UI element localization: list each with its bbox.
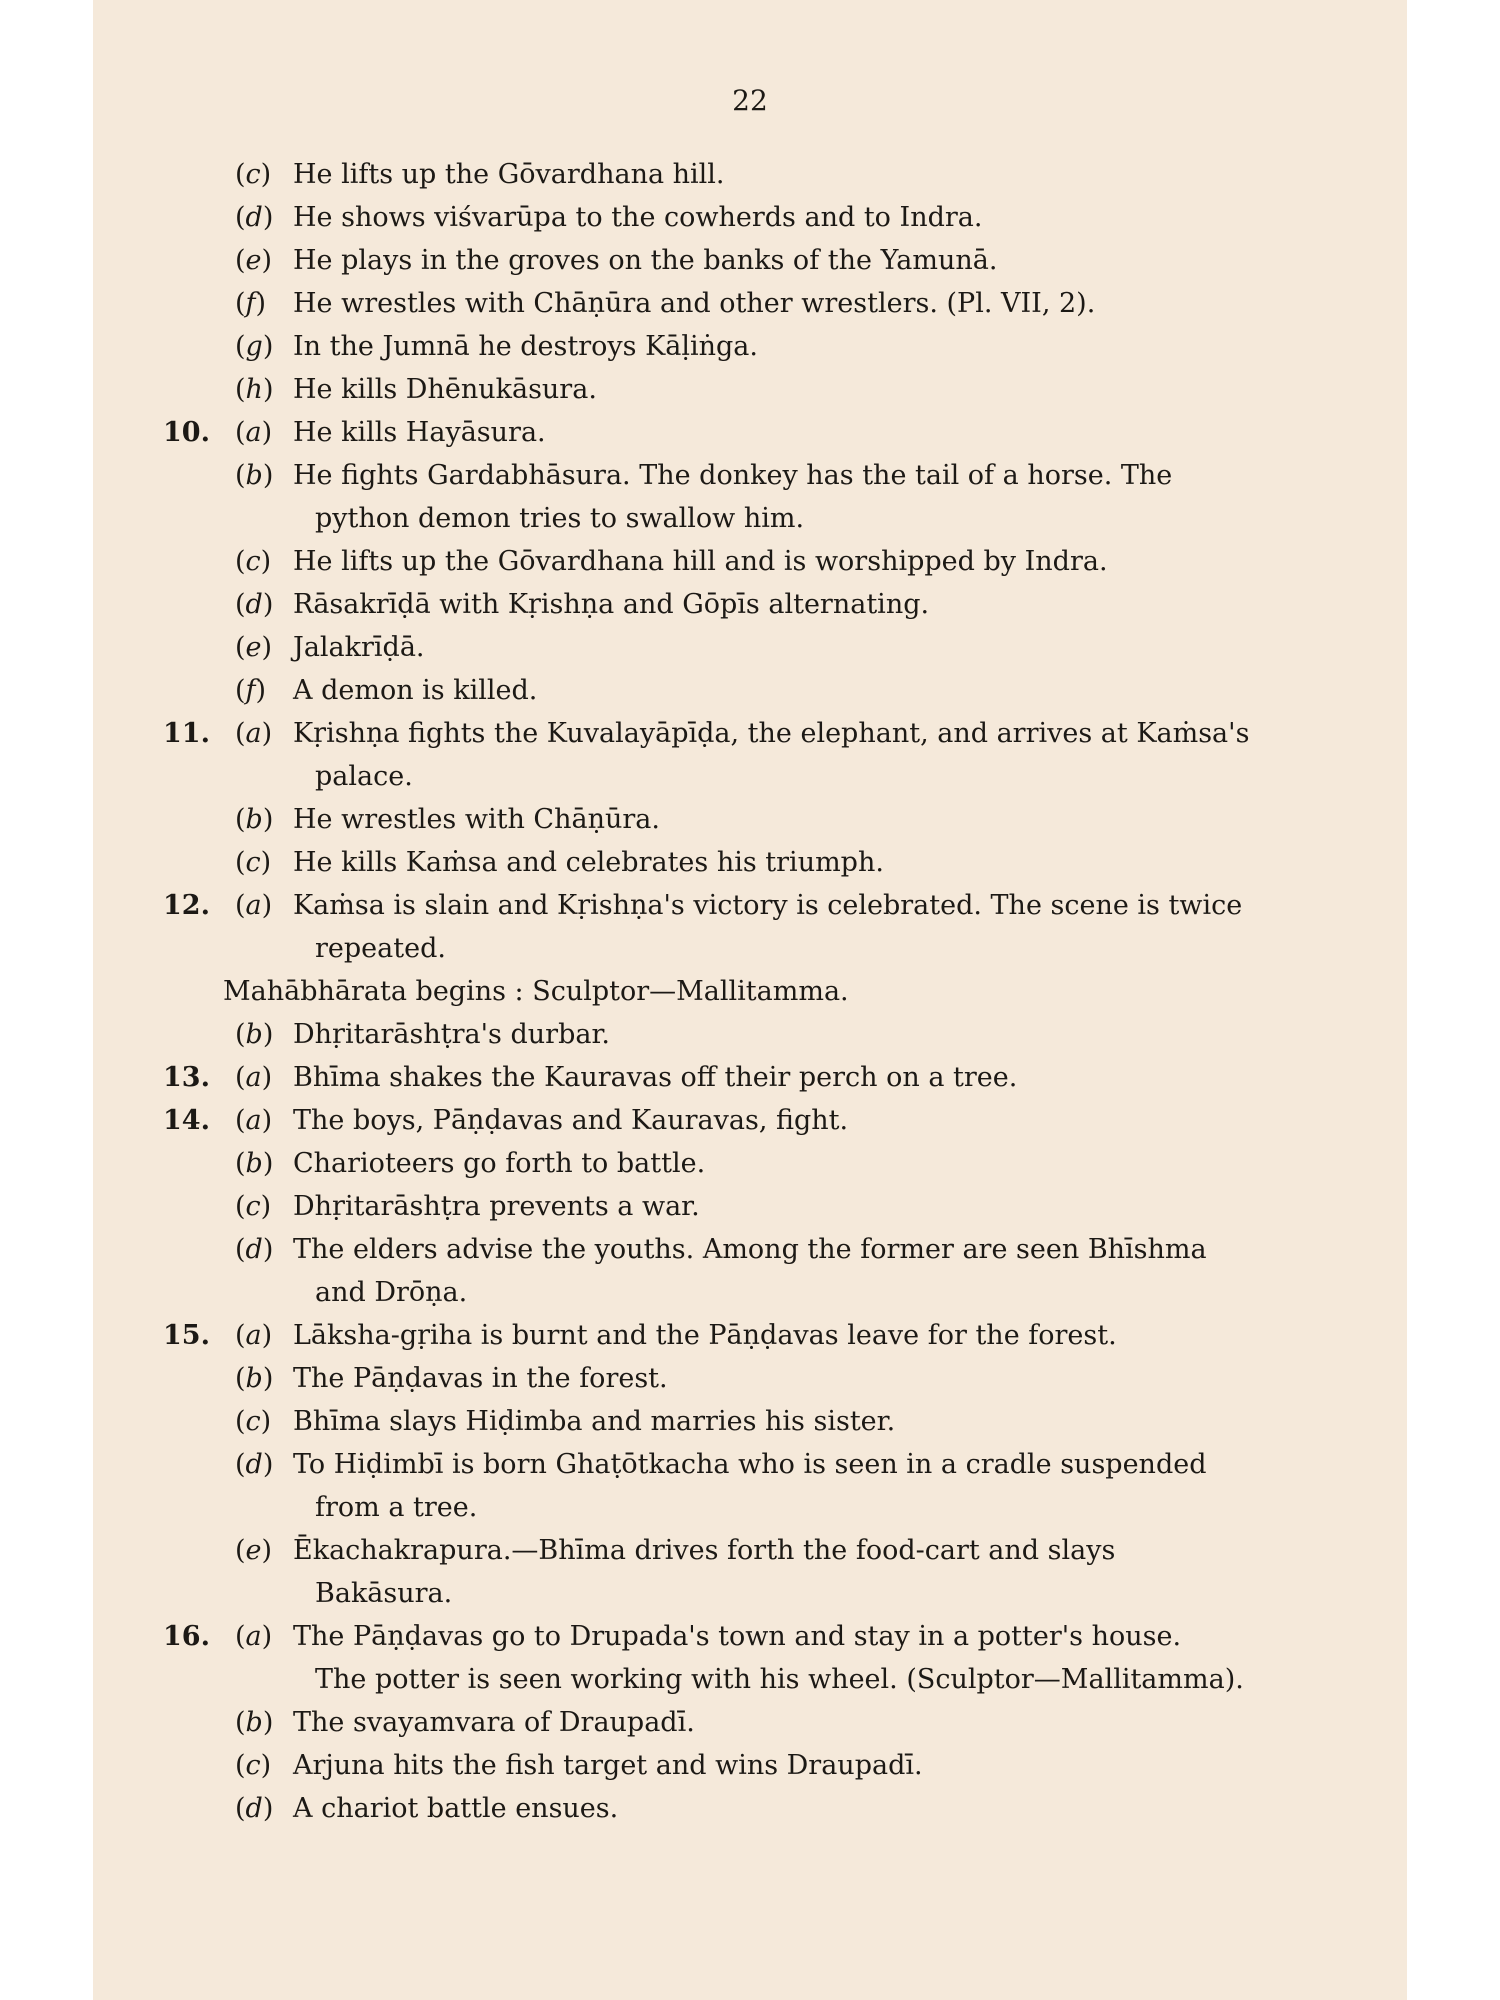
item-text: Charioteers go forth to battle.: [293, 1148, 706, 1179]
text-line: [163, 1314, 1338, 1357]
item-letter-text: d: [245, 589, 263, 620]
text-line: [163, 1572, 1338, 1615]
item-text: Rāsakrīḍā with Kṛishṇa and Gōpīs alternating.: [293, 589, 930, 620]
item-text: The elders advise the youths. Among the former are seen Bhīshma: [293, 1234, 1207, 1265]
item-letter-text: d: [245, 1449, 263, 1480]
item-letter-text: b: [245, 804, 263, 835]
line-continuation: from a tree.: [315, 1492, 478, 1523]
item-letter: (a): [235, 1105, 273, 1136]
item-text: The svayamvara of Draupadī.: [293, 1707, 695, 1738]
text-line: [163, 1443, 1338, 1486]
item-number: 14.: [163, 1105, 210, 1136]
item-letter: (c): [235, 1750, 272, 1781]
item-letter-text: b: [245, 1363, 263, 1394]
section-heading: Mahābhārata begins : Sculptor—Mallitamma.: [223, 976, 849, 1007]
item-letter: (a): [235, 890, 273, 921]
item-letter-text: a: [245, 1621, 262, 1652]
item-letter-text: c: [245, 1191, 261, 1222]
item-letter: (b): [235, 1019, 274, 1050]
item-letter: (c): [235, 159, 272, 190]
item-text: He shows viśvarūpa to the cowherds and to Indra.: [293, 202, 983, 233]
item-text: To Hiḍimbī is born Ghaṭōtkacha who is seen in a cradle suspended: [293, 1449, 1207, 1480]
item-text: The boys, Pāṇḍavas and Kauravas, fight.: [293, 1105, 849, 1136]
line-continuation: and Drōṇa.: [315, 1277, 468, 1308]
text-line: [163, 1099, 1338, 1142]
item-text: Jalakrīḍā.: [293, 632, 425, 663]
item-text: A chariot battle ensues.: [293, 1793, 619, 1824]
text-line: [163, 1701, 1338, 1744]
text-line: [163, 454, 1338, 497]
item-text: He kills Hayāsura.: [293, 417, 546, 448]
item-letter: (a): [235, 1621, 273, 1652]
item-letter: (c): [235, 546, 272, 577]
item-letter: (c): [235, 1191, 272, 1222]
item-letter: (d): [235, 1449, 274, 1480]
item-letter-text: f: [245, 675, 256, 706]
text-line: [163, 841, 1338, 884]
item-text: The Pāṇḍavas in the forest.: [293, 1363, 668, 1394]
text-line: [163, 1787, 1338, 1830]
item-letter-text: d: [245, 202, 263, 233]
item-letter-text: b: [245, 1019, 263, 1050]
text-line: [163, 1658, 1338, 1701]
text-line: [163, 196, 1338, 239]
item-letter: (b): [235, 804, 274, 835]
book-page: [93, 0, 1407, 2000]
text-line: [163, 1486, 1338, 1529]
item-letter: (a): [235, 417, 273, 448]
item-letter: (a): [235, 718, 273, 749]
item-letter-text: g: [245, 331, 263, 362]
item-letter-text: b: [245, 460, 263, 491]
text-line: [163, 583, 1338, 626]
item-letter-text: e: [245, 1535, 262, 1566]
item-letter: (d): [235, 202, 274, 233]
page-number: 22: [732, 84, 768, 117]
item-text: He fights Gardabhāsura. The donkey has the tail of a horse. The: [293, 460, 1173, 491]
item-number: 12.: [163, 890, 210, 921]
item-text: Ēkachakrapura.—Bhīma drives forth the food-cart and slays: [293, 1535, 1116, 1566]
item-letter-text: b: [245, 1707, 263, 1738]
item-letter: (b): [235, 1148, 274, 1179]
item-letter-text: e: [245, 245, 262, 276]
text-line: [163, 153, 1338, 196]
item-text: Kṛishṇa fights the Kuvalayāpīḍa, the elephant, and arrives at Kaṁsa's: [293, 718, 1250, 749]
item-letter-text: c: [245, 1406, 261, 1437]
item-text: In the Jumnā he destroys Kāḷiṅga.: [293, 331, 758, 362]
item-text: Dhṛitarāshṭra's durbar.: [293, 1019, 610, 1050]
text-line: [163, 1228, 1338, 1271]
item-letter: (e): [235, 1535, 273, 1566]
item-text: He wrestles with Chāṇūra and other wrestlers. (Pl. VII, 2).: [293, 288, 1096, 319]
text-line: [163, 1400, 1338, 1443]
text-line: [163, 1185, 1338, 1228]
item-letter: (b): [235, 460, 274, 491]
item-number: 13.: [163, 1062, 210, 1093]
item-letter-text: e: [245, 632, 262, 663]
text-line: [163, 1056, 1338, 1099]
item-letter-text: c: [245, 546, 261, 577]
item-letter: (c): [235, 1406, 272, 1437]
text-line: [163, 282, 1338, 325]
item-text: Dhṛitarāshṭra prevents a war.: [293, 1191, 700, 1222]
item-text: The Pāṇḍavas go to Drupada's town and stay in a potter's house.: [293, 1621, 1182, 1652]
text-line: [163, 626, 1338, 669]
text-line: [163, 1744, 1338, 1787]
text-line: [163, 1529, 1338, 1572]
text-line: [163, 755, 1338, 798]
text-line: [163, 970, 1338, 1013]
line-continuation: The potter is seen working with his wheel. (Sculptor—Mallitamma).: [315, 1664, 1244, 1695]
item-letter: (b): [235, 1707, 274, 1738]
item-letter: (b): [235, 1363, 274, 1394]
line-continuation: palace.: [315, 761, 413, 792]
text-line: [163, 884, 1338, 927]
text-line: [163, 325, 1338, 368]
item-letter-text: a: [245, 890, 262, 921]
text-line: [163, 712, 1338, 755]
item-letter-text: d: [245, 1234, 263, 1265]
item-letter: (g): [235, 331, 274, 362]
text-line: [163, 1013, 1338, 1056]
item-letter: (e): [235, 245, 273, 276]
item-letter: (f): [235, 288, 267, 319]
line-continuation: Bakāsura.: [315, 1578, 453, 1609]
text-line: [163, 411, 1338, 454]
text-line: [163, 540, 1338, 583]
item-text: A demon is killed.: [293, 675, 538, 706]
item-text: Bhīma slays Hiḍimba and marries his sister.: [293, 1406, 896, 1437]
text-line: [163, 1142, 1338, 1185]
item-letter-text: c: [245, 1750, 261, 1781]
page-content: [163, 153, 1338, 1830]
item-text: He plays in the groves on the banks of the Yamunā.: [293, 245, 998, 276]
item-text: He lifts up the Gōvardhana hill and is worshipped by Indra.: [293, 546, 1108, 577]
item-letter: (f): [235, 675, 267, 706]
item-text: Arjuna hits the fish target and wins Draupadī.: [293, 1750, 923, 1781]
item-number: 15.: [163, 1320, 210, 1351]
item-letter-text: a: [245, 417, 262, 448]
item-number: 11.: [163, 718, 210, 749]
item-letter-text: a: [245, 1105, 262, 1136]
text-line: [163, 1357, 1338, 1400]
item-text: He lifts up the Gōvardhana hill.: [293, 159, 725, 190]
item-text: He kills Kaṁsa and celebrates his triumph.: [293, 847, 884, 878]
item-letter: (a): [235, 1320, 273, 1351]
item-letter: (d): [235, 589, 274, 620]
item-text: He wrestles with Chāṇūra.: [293, 804, 660, 835]
item-letter-text: a: [245, 1062, 262, 1093]
text-line: [163, 927, 1338, 970]
text-line: [163, 368, 1338, 411]
text-line: [163, 669, 1338, 712]
item-letter: (c): [235, 847, 272, 878]
item-letter: (h): [235, 374, 274, 405]
line-continuation: python demon tries to swallow him.: [315, 503, 805, 534]
text-line: [163, 798, 1338, 841]
item-letter-text: c: [245, 159, 261, 190]
item-letter-text: d: [245, 1793, 263, 1824]
item-text: Kaṁsa is slain and Kṛishṇa's victory is celebrated. The scene is twice: [293, 890, 1243, 921]
text-line: [163, 1271, 1338, 1314]
item-letter: (a): [235, 1062, 273, 1093]
item-letter-text: f: [245, 288, 256, 319]
item-number: 10.: [163, 417, 210, 448]
item-letter-text: b: [245, 1148, 263, 1179]
item-letter-text: a: [245, 718, 262, 749]
item-text: Bhīma shakes the Kauravas off their perch on a tree.: [293, 1062, 1018, 1093]
item-letter-text: h: [245, 374, 263, 405]
text-line: [163, 239, 1338, 282]
item-text: He kills Dhēnukāsura.: [293, 374, 597, 405]
text-line: [163, 1615, 1338, 1658]
item-number: 16.: [163, 1621, 210, 1652]
item-letter: (d): [235, 1793, 274, 1824]
item-letter: (d): [235, 1234, 274, 1265]
item-letter-text: a: [245, 1320, 262, 1351]
line-continuation: repeated.: [315, 933, 446, 964]
item-letter: (e): [235, 632, 273, 663]
item-text: Lāksha-gṛiha is burnt and the Pāṇḍavas leave for the forest.: [293, 1320, 1117, 1351]
item-letter-text: c: [245, 847, 261, 878]
text-line: [163, 497, 1338, 540]
